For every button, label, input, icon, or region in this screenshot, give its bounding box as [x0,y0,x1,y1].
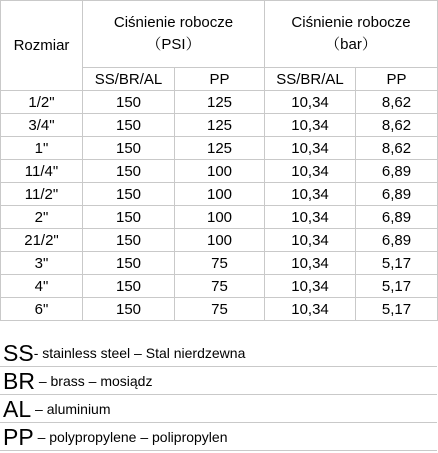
table-row [1,183,438,206]
bar-pp-subheader: PP [356,68,438,91]
bar-pp-cell: 6,89 [356,160,438,183]
size-cell: 1/2" [1,91,83,114]
bar-group-header [265,1,438,68]
table-row [1,275,438,298]
table-row [1,206,438,229]
size-cell: 3" [1,252,83,275]
psi-group-header [83,1,265,68]
bar-metal-cell: 10,34 [265,114,356,137]
size-cell: 21/2" [1,229,83,252]
psi-pp-cell: 125 [175,91,265,114]
bar-metal-cell: 10,34 [265,91,356,114]
psi-pp-cell: 100 [175,183,265,206]
psi-pp-cell: 75 [175,252,265,275]
table-body [1,91,438,321]
psi-metal-cell: 150 [83,298,175,321]
bar-metal-cell: 10,34 [265,206,356,229]
bar-metal-cell: 10,34 [265,252,356,275]
table-row [1,91,438,114]
bar-metal-cell: 10,34 [265,183,356,206]
psi-metal-cell: 150 [83,183,175,206]
bar-header-line2: （bar） [325,36,377,53]
legend-description: – brass – mosiądz [34,373,153,389]
legend-abbreviation: AL [3,396,32,422]
legend-item [0,367,437,395]
bar-pp-cell: 6,89 [356,206,438,229]
psi-pp-cell: 75 [175,275,265,298]
legend-description: - stainless steel – Stal nierdzewna [33,345,246,361]
bar-pp-cell: 8,62 [356,137,438,160]
table-row [1,298,438,321]
psi-metal-cell: 150 [83,114,175,137]
bar-pp-cell: 8,62 [356,114,438,137]
psi-metal-cell: 150 [83,252,175,275]
bar-metal-cell: 10,34 [265,229,356,252]
psi-pp-cell: 75 [175,298,265,321]
bar-pp-cell: 6,89 [356,183,438,206]
psi-metal-cell: 150 [83,229,175,252]
psi-pp-cell: 100 [175,206,265,229]
size-column-header: Rozmiar [1,1,83,91]
bar-metal-cell: 10,34 [265,137,356,160]
table-row [1,137,438,160]
legend-abbreviation: BR [3,368,35,394]
psi-pp-cell: 125 [175,137,265,160]
table-row [1,160,438,183]
size-cell: 1" [1,137,83,160]
header-row [1,1,438,68]
psi-metal-cell: 150 [83,160,175,183]
size-cell: 3/4" [1,114,83,137]
table-row [1,229,438,252]
size-cell: 2" [1,206,83,229]
legend-item [0,395,437,423]
psi-pp-cell: 100 [175,160,265,183]
size-cell: 6" [1,298,83,321]
psi-pp-cell: 125 [175,114,265,137]
bar-metal-subheader: SS/BR/AL [265,68,356,91]
legend-description: – aluminium [31,401,111,417]
psi-pp-cell: 100 [175,229,265,252]
table-row [1,252,438,275]
legend-item [0,339,437,367]
psi-metal-subheader: SS/BR/AL [83,68,175,91]
bar-header-line1: Ciśnienie robocze [291,14,411,31]
legend-abbreviation: SS [3,340,34,366]
psi-header-line1: Ciśnienie robocze [113,14,234,31]
bar-pp-cell: 5,17 [356,275,438,298]
legend-description: – polypropylene – polipropylen [33,429,228,445]
psi-metal-cell: 150 [83,275,175,298]
bar-pp-cell: 5,17 [356,298,438,321]
psi-metal-cell: 150 [83,137,175,160]
bar-pp-cell: 8,62 [356,91,438,114]
abbreviation-legend [0,339,437,451]
bar-metal-cell: 10,34 [265,275,356,298]
bar-pp-cell: 5,17 [356,252,438,275]
size-cell: 4" [1,275,83,298]
psi-pp-subheader: PP [175,68,265,91]
bar-metal-cell: 10,34 [265,298,356,321]
psi-metal-cell: 150 [83,206,175,229]
size-cell: 11/4" [1,160,83,183]
bar-pp-cell: 6,89 [356,229,438,252]
table-row [1,114,438,137]
psi-header-line2: （PSI） [146,36,201,53]
size-cell: 11/2" [1,183,83,206]
legend-abbreviation: PP [3,424,34,450]
legend-item [0,423,437,451]
psi-metal-cell: 150 [83,91,175,114]
bar-metal-cell: 10,34 [265,160,356,183]
